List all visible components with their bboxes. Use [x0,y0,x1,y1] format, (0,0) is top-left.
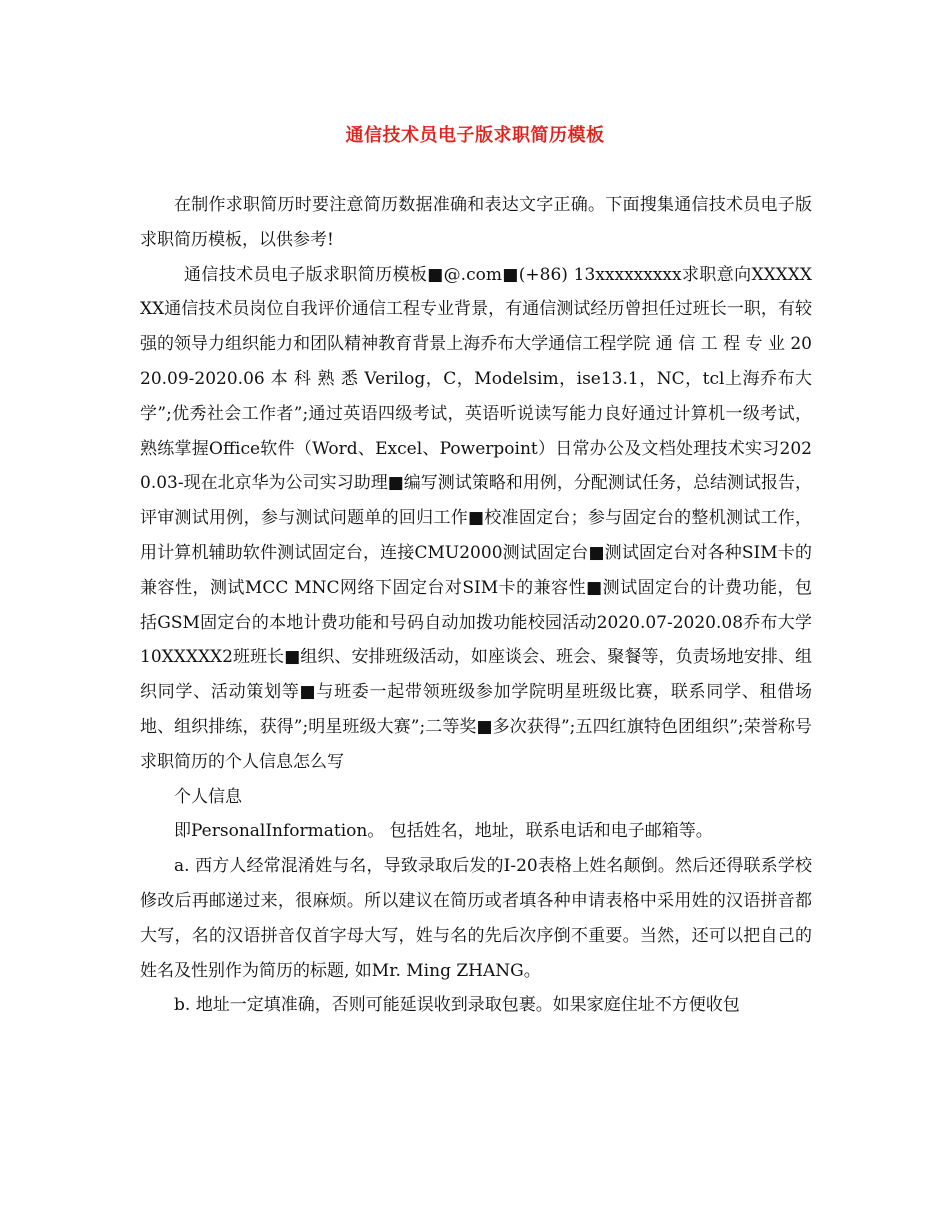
address-paragraph: b. 地址一定填准确，否则可能延误收到录取包裹。如果家庭住址不方便收包 [174,995,740,1016]
resume-template-paragraph: 通信技术员电子版求职简历模板■@.com■(+86) 13xxxxxxxxx求职意向XXXXXXX通信技术员岗位自我评价通信工程专业背景，有通信测试经历曾担任过班长一职，有较强的领导力组织能力和团队精神教育背景上海乔布大学通信工程学院 通 信 工 程 专 业 2020.09-2020.06 本 科 熟 悉 Verilog，C，Modelsim，ise13.1，NC，tcl上海乔布大学”;优秀社会工作者”;通过英语四级考试，英语听说读写能力良好通过计算机一级考试，熟练掌握Office软件（Word、Excel、Powerpoint）日常办公及文档处理技术实习2020.03-现在北京华为公司实习助理■编写测试策略和用例，分配测试任务，总结测试报告，评审测试用例，参与测试问题单的回归工作■校准固定台；参与固定台的整机测试工作，用计算机辅助软件测试固定台，连接CMU2000测试固定台■测试固定台对各种SIM卡的兼容性，测试MCC MNC网络下固定台对SIM卡的兼容性■测试固定台的计费功能，包括GSM固定台的本地计费功能和号码自动加拨功能校园活动2020.07-2020.08乔布大学10XXXXX2班班长■组织、安排班级活动，如座谈会、班会、聚餐等，负责场地安排、组织同学、活动策划等■与班委一起带领班级参加学院明星班级比赛，联系同学、租借场地、组织排练，获得”;明星班级大赛”;二等奖■多次获得”;五四红旗特色团组织”;荣誉称号 求职简历的个人信息怎么写 [140,264,846,772]
name-format-paragraph: a. 西方人经常混淆姓与名，导致录取后发的I-20表格上姓名颠倒。然后还得联系学校修改后再邮递过来，很麻烦。所以建议在简历或者填各种申请表格中采用姓的汉语拼音都大写，名的汉语拼音仅首字母大写，姓与名的先后次序倒不重要。当然，还可以把自己的姓名及性别作为简历的标题, 如Mr. Ming ZHANG。 [140,856,812,981]
personal-info-paragraph: 即PersonalInformation。 包括姓名，地址，联系电话和电子邮箱等。 [174,821,713,842]
document-title: 通信技术员电子版求职简历模板 [345,125,605,146]
section-heading-personal-info: 个人信息 [174,786,242,807]
intro-paragraph: 在制作求职简历时要注意简历数据准确和表达文字正确。下面搜集通信技术员电子版求职简历模板，以供参考! [140,195,812,250]
document-body [140,188,846,1023]
